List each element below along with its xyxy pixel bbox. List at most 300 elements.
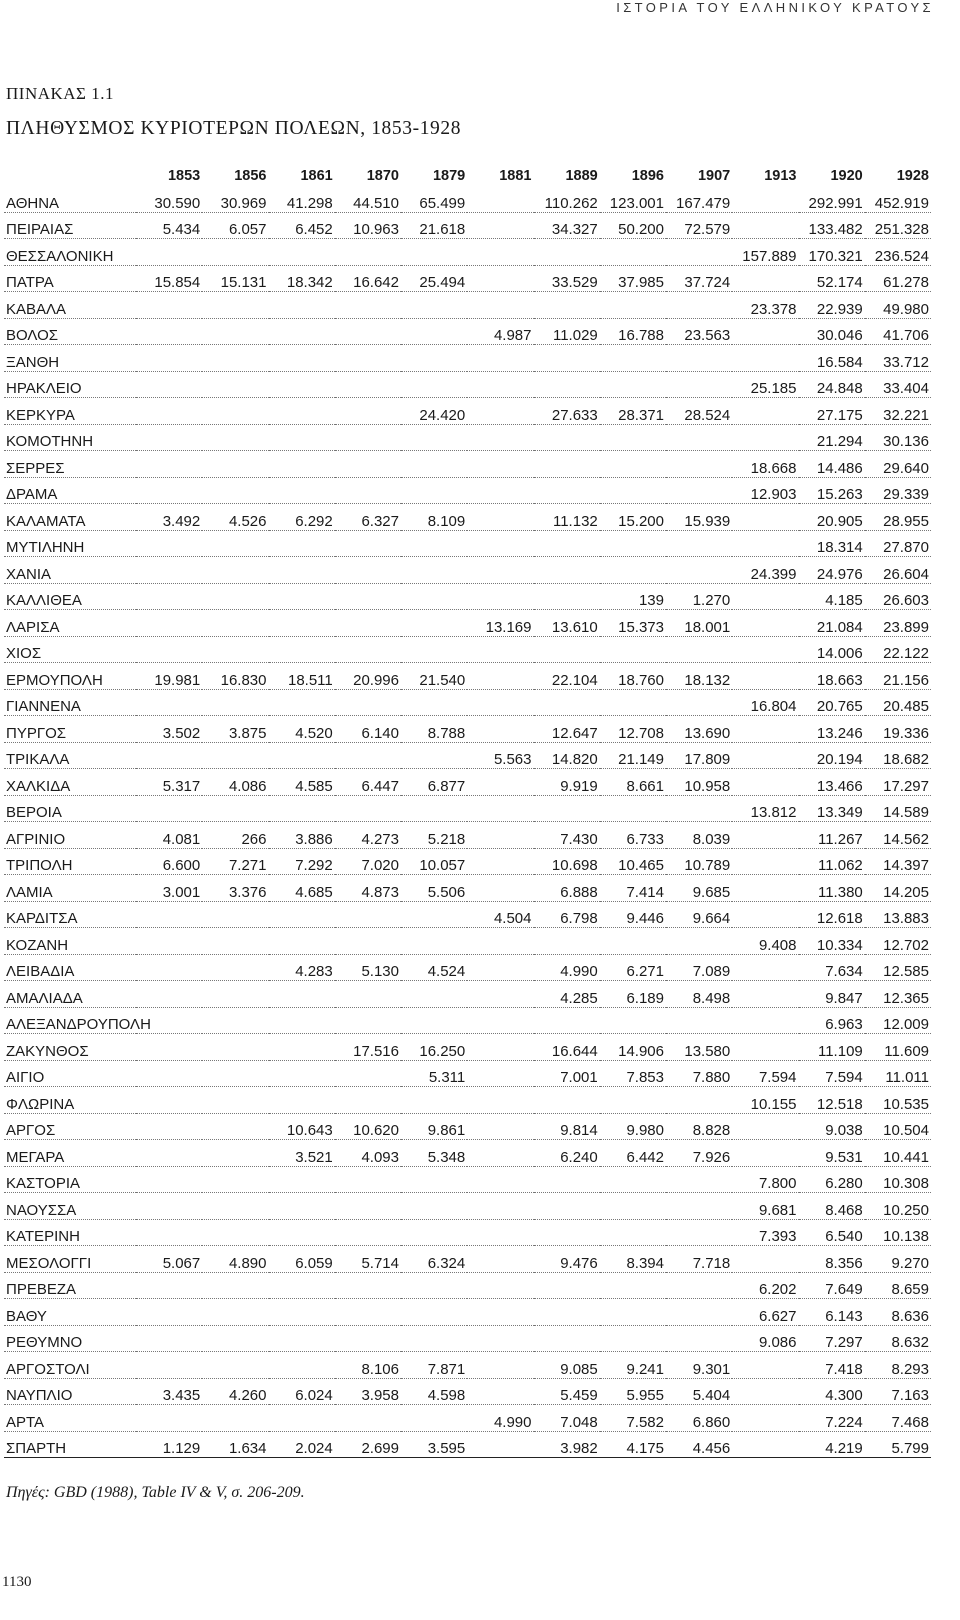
population-cell: [732, 186, 798, 212]
table-row: [4, 1325, 931, 1352]
population-cell: [269, 557, 335, 584]
population-cell: [534, 477, 600, 504]
city-name: ΧΑΛΚΙΔΑ: [6, 777, 71, 795]
population-cell: [136, 345, 202, 372]
population-cell: 19.981: [154, 671, 201, 689]
population-cell: 6.733: [626, 830, 664, 848]
city-name: ΚΑΡΔΙΤΣΑ: [6, 910, 78, 927]
population-cell: 18.511: [287, 671, 333, 689]
city-name: ΑΡΤΑ: [6, 1413, 45, 1431]
population-cell: 16.804: [750, 698, 797, 715]
population-cell: [269, 239, 335, 266]
population-cell: 4.890: [228, 1254, 267, 1272]
population-cell: 4.260: [228, 1387, 267, 1404]
population-cell: [136, 1219, 202, 1246]
year-column-header: 1861: [300, 168, 333, 184]
population-cell: 17.516: [353, 1042, 399, 1060]
population-cell: [732, 1007, 798, 1034]
population-cell: [666, 1166, 732, 1193]
population-cell: [467, 292, 533, 319]
population-cell: [136, 1193, 202, 1220]
population-cell: [666, 1325, 732, 1352]
population-cell: 11.011: [885, 1069, 929, 1086]
city-name: ΡΕΘΥΜΝΟ: [6, 1334, 83, 1351]
running-head: ΙΣΤΟΡΙΑ ΤΟΥ ΕΛΛΗΝΙΚΟΥ ΚΡΑΤΟΥΣ: [616, 0, 934, 15]
population-cell: [269, 689, 335, 716]
population-cell: [335, 1405, 401, 1432]
population-cell: [732, 769, 798, 796]
population-cell: [335, 1087, 401, 1114]
table-row: [4, 636, 931, 663]
population-cell: [335, 451, 401, 478]
population-cell: 10.643: [286, 1122, 333, 1139]
population-cell: [202, 795, 268, 822]
table-row: [4, 1272, 931, 1299]
population-cell: 10.138: [883, 1228, 929, 1245]
population-cell: [202, 345, 268, 372]
population-cell: 9.685: [692, 883, 731, 901]
population-cell: [401, 689, 467, 716]
population-cell: 12.365: [883, 989, 929, 1007]
population-cell: [269, 345, 335, 372]
population-cell: [401, 928, 467, 955]
city-name: ΘΕΣΣΑΛΟΝΙΚΗ: [6, 247, 114, 265]
population-cell: 12.518: [816, 1095, 863, 1113]
population-cell: 9.270: [891, 1254, 929, 1272]
city-name: ΞΑΝΘΗ: [6, 353, 60, 371]
population-cell: 8.394: [626, 1254, 664, 1272]
city-name: ΑΘΗΝΑ: [6, 194, 60, 212]
population-cell: [269, 398, 335, 425]
population-cell: 6.024: [295, 1387, 333, 1404]
population-cell: 8.039: [692, 830, 731, 848]
population-cell: [202, 1405, 268, 1432]
population-cell: 251.328: [874, 221, 929, 238]
population-cell: [401, 451, 467, 478]
population-cell: 5.955: [626, 1387, 664, 1404]
population-cell: 9.476: [560, 1254, 598, 1272]
population-cell: [136, 557, 202, 584]
population-cell: [202, 1060, 268, 1087]
population-cell: 7.271: [228, 857, 267, 874]
population-cell: 10.057: [419, 857, 466, 874]
population-cell: 13.690: [684, 724, 731, 742]
population-cell: 7.163: [891, 1387, 929, 1404]
city-name: ΚΟΜΟΤΗΝΗ: [6, 433, 94, 450]
population-cell: 266: [241, 830, 267, 848]
population-cell: [335, 610, 401, 637]
population-cell: [467, 265, 533, 292]
population-cell: 139: [638, 592, 664, 609]
population-cell: 9.980: [626, 1122, 664, 1139]
population-cell: 5.563: [493, 751, 532, 768]
population-cell: 23.563: [684, 327, 731, 344]
population-cell: 7.800: [758, 1175, 797, 1192]
year-column-header: 1879: [432, 168, 466, 184]
population-cell: [666, 557, 732, 584]
population-cell: [335, 901, 401, 928]
population-cell: [732, 1246, 798, 1273]
population-cell: 3.875: [228, 724, 267, 742]
population-cell: [401, 1193, 467, 1220]
population-cell: 4.185: [825, 592, 863, 609]
population-cell: [467, 1087, 533, 1114]
population-cell: [269, 477, 335, 504]
population-cell: [666, 371, 732, 398]
population-cell: [600, 1272, 666, 1299]
population-cell: 13.883: [883, 910, 929, 927]
table-row: [4, 212, 931, 239]
population-cell: 9.861: [427, 1122, 466, 1139]
population-cell: 5.506: [427, 883, 466, 901]
city-name: ΑΡΓΟΣΤΟΛΙ: [6, 1360, 90, 1378]
population-cell: [401, 636, 467, 663]
population-cell: 2.024: [295, 1440, 333, 1457]
population-cell: [534, 1325, 600, 1352]
population-cell: 6.292: [295, 512, 333, 530]
population-cell: [732, 1405, 798, 1432]
population-cell: [136, 318, 202, 345]
table-row: [4, 689, 931, 716]
population-cell: [534, 1193, 600, 1220]
population-cell: 10.308: [883, 1175, 929, 1192]
population-cell: 8.468: [825, 1201, 863, 1219]
table-header-row: [4, 162, 931, 186]
population-cell: 3.376: [228, 883, 267, 901]
population-cell: [534, 1007, 600, 1034]
population-cell: [600, 1219, 666, 1246]
population-cell: [335, 1060, 401, 1087]
population-cell: [467, 1246, 533, 1273]
city-name: ΑΙΓΙΟ: [6, 1069, 45, 1086]
population-cell: [666, 1007, 732, 1034]
population-cell: 7.430: [560, 830, 598, 848]
population-cell: 10.334: [816, 936, 863, 954]
population-cell: 7.393: [758, 1228, 797, 1245]
population-cell: [136, 610, 202, 637]
population-cell: [467, 928, 533, 955]
population-cell: 33.529: [551, 274, 598, 291]
population-cell: [269, 292, 335, 319]
population-cell: 10.698: [551, 857, 598, 874]
population-cell: [269, 1405, 335, 1432]
population-cell: [269, 795, 335, 822]
population-cell: [600, 371, 666, 398]
population-cell: [467, 345, 533, 372]
population-cell: 33.712: [883, 353, 929, 371]
population-cell: 21.618: [419, 221, 466, 238]
population-cell: [269, 583, 335, 610]
population-cell: 7.853: [626, 1069, 664, 1086]
population-cell: 7.297: [825, 1334, 863, 1351]
population-cell: 11.609: [884, 1042, 929, 1060]
population-cell: 6.202: [758, 1281, 797, 1298]
population-cell: 8.498: [692, 989, 731, 1007]
table-row: [4, 1219, 931, 1246]
population-cell: 4.456: [692, 1440, 731, 1457]
year-column-header: 1907: [697, 168, 731, 184]
table-row: [4, 1060, 931, 1087]
population-cell: 41.706: [883, 327, 929, 344]
population-cell: 4.990: [493, 1413, 532, 1431]
population-cell: 7.718: [692, 1254, 731, 1272]
population-cell: 4.285: [560, 989, 598, 1007]
population-cell: [534, 530, 600, 557]
population-cell: [202, 1299, 268, 1326]
population-cell: [600, 239, 666, 266]
population-cell: 10.620: [353, 1122, 399, 1139]
table-row: [4, 371, 931, 398]
population-cell: 33.404: [883, 380, 929, 397]
population-cell: [269, 742, 335, 769]
population-cell: 10.958: [684, 777, 731, 795]
city-name: ΛΑΡΙΣΑ: [6, 618, 60, 636]
population-cell: 4.504: [493, 910, 532, 927]
year-column-header: 1913: [764, 168, 797, 184]
population-cell: [401, 530, 467, 557]
population-cell: [136, 689, 202, 716]
table-row: [4, 1193, 931, 1220]
population-cell: [732, 1378, 798, 1405]
population-cell: [335, 292, 401, 319]
population-cell: 21.084: [816, 618, 863, 636]
population-cell: 65.499: [419, 194, 466, 212]
population-cell: 6.442: [626, 1148, 664, 1166]
population-cell: 30.590: [154, 194, 201, 212]
population-cell: [202, 689, 268, 716]
population-cell: 3.958: [361, 1387, 399, 1404]
population-cell: [335, 371, 401, 398]
population-cell: [732, 1034, 798, 1061]
population-cell: [136, 954, 202, 981]
population-cell: [202, 292, 268, 319]
population-cell: 8.828: [692, 1122, 731, 1139]
table-body: [4, 186, 931, 1458]
population-cell: [202, 1087, 268, 1114]
population-cell: 14.486: [816, 459, 863, 477]
population-cell: 14.006: [816, 645, 863, 662]
population-cell: [534, 795, 600, 822]
population-cell: 167.479: [676, 194, 731, 212]
population-cell: 7.880: [692, 1069, 731, 1086]
population-cell: 4.987: [493, 327, 532, 344]
population-cell: 7.634: [825, 963, 863, 980]
population-cell: [666, 1299, 732, 1326]
population-cell: 6.600: [162, 857, 201, 874]
city-name: ΧΑΝΙΑ: [6, 565, 52, 583]
population-cell: 7.418: [825, 1360, 863, 1378]
population-cell: [335, 318, 401, 345]
population-cell: 14.820: [551, 751, 598, 768]
population-cell: 4.283: [295, 963, 333, 980]
population-cell: 28.955: [883, 512, 929, 530]
table-row: [4, 901, 931, 928]
population-cell: [202, 1272, 268, 1299]
population-cell: [666, 636, 732, 663]
population-cell: 8.109: [427, 512, 466, 530]
table-row: [4, 981, 931, 1008]
city-name: ΚΕΡΚΥΡΑ: [6, 406, 75, 424]
city-name: ΧΙΟΣ: [6, 645, 42, 662]
population-cell: 13.349: [816, 804, 863, 821]
population-cell: [534, 928, 600, 955]
population-cell: 4.273: [361, 830, 399, 848]
population-cell: [666, 1087, 732, 1114]
population-cell: 16.830: [220, 671, 267, 689]
population-cell: 4.086: [228, 777, 267, 795]
population-cell: 4.219: [825, 1440, 863, 1457]
table-row: [4, 742, 931, 769]
population-cell: [202, 557, 268, 584]
population-cell: 6.140: [361, 724, 399, 742]
population-cell: 6.280: [825, 1175, 863, 1192]
table-row: [4, 1140, 931, 1167]
population-cell: [202, 1034, 268, 1061]
population-cell: [467, 1034, 533, 1061]
population-cell: [335, 1272, 401, 1299]
population-cell: [600, 292, 666, 319]
population-cell: [467, 1113, 533, 1140]
population-cell: 5.434: [162, 221, 201, 238]
population-cell: [467, 424, 533, 451]
population-cell: [202, 318, 268, 345]
population-cell: [401, 371, 467, 398]
population-cell: 7.926: [692, 1148, 731, 1166]
population-cell: 25.494: [419, 274, 466, 291]
population-cell: 7.582: [626, 1413, 664, 1431]
population-cell: [136, 371, 202, 398]
city-name: ΜΥΤΙΛΗΝΗ: [6, 539, 85, 556]
population-cell: 20.194: [816, 751, 863, 768]
table-row: [4, 716, 931, 743]
population-cell: 44.510: [353, 194, 399, 212]
population-cell: [202, 1219, 268, 1246]
city-name: ΠΑΤΡΑ: [6, 274, 54, 291]
population-cell: [732, 583, 798, 610]
city-name: ΣΠΑΡΤΗ: [6, 1440, 67, 1457]
population-cell: [534, 371, 600, 398]
population-cell: 6.627: [758, 1307, 797, 1325]
population-cell: [732, 848, 798, 875]
population-cell: 8.293: [891, 1360, 929, 1378]
population-cell: [666, 292, 732, 319]
table-row: [4, 504, 931, 531]
population-cell: [534, 424, 600, 451]
population-cell: 10.155: [750, 1095, 797, 1113]
population-cell: [202, 981, 268, 1008]
table-row: [4, 795, 931, 822]
population-cell: [401, 1325, 467, 1352]
city-name: ΠΡΕΒΕΖΑ: [6, 1281, 77, 1298]
population-cell: 13.169: [485, 618, 532, 636]
population-cell: 8.356: [825, 1254, 863, 1272]
population-cell: [401, 1272, 467, 1299]
population-cell: 5.348: [427, 1148, 466, 1166]
population-cell: [335, 981, 401, 1008]
population-cell: [732, 265, 798, 292]
population-cell: 9.038: [825, 1122, 863, 1139]
population-cell: [534, 1219, 600, 1246]
population-cell: [335, 530, 401, 557]
population-cell: 61.278: [883, 274, 929, 291]
population-cell: 22.939: [816, 300, 863, 318]
population-cell: [534, 1272, 600, 1299]
population-cell: [600, 689, 666, 716]
population-cell: [600, 928, 666, 955]
population-cell: [666, 424, 732, 451]
city-name: ΦΛΩΡΙΝΑ: [6, 1095, 75, 1113]
population-cell: [600, 1325, 666, 1352]
population-cell: 6.059: [295, 1254, 333, 1272]
population-cell: 22.122: [883, 645, 929, 662]
population-cell: 6.057: [228, 221, 267, 238]
city-name: ΛΕΙΒΑΔΙΑ: [6, 963, 75, 980]
population-cell: [269, 1007, 335, 1034]
population-cell: [467, 689, 533, 716]
population-table: [4, 162, 931, 1458]
population-cell: [467, 212, 533, 239]
city-name: ΑΡΓΟΣ: [6, 1122, 56, 1139]
table-row: [4, 1007, 931, 1034]
population-cell: [732, 424, 798, 451]
population-cell: [136, 1140, 202, 1167]
population-cell: [732, 1113, 798, 1140]
city-name: ΑΜΑΛΙΑΔΑ: [6, 989, 83, 1007]
population-cell: [732, 1352, 798, 1379]
population-cell: [401, 1299, 467, 1326]
population-cell: 10.250: [883, 1201, 929, 1219]
population-cell: [467, 954, 533, 981]
population-cell: [202, 583, 268, 610]
population-cell: [467, 848, 533, 875]
population-cell: 9.086: [758, 1334, 797, 1351]
population-cell: [269, 1219, 335, 1246]
population-cell: 13.246: [816, 724, 863, 742]
population-cell: [467, 1060, 533, 1087]
population-cell: [202, 1166, 268, 1193]
city-name: ΚΟΖΑΝΗ: [6, 936, 69, 954]
population-cell: [335, 557, 401, 584]
population-cell: 18.132: [684, 671, 731, 689]
population-cell: [534, 451, 600, 478]
population-cell: 21.294: [816, 433, 863, 450]
city-name: ΠΕΙΡΑΙΑΣ: [6, 221, 74, 238]
population-cell: [600, 345, 666, 372]
population-cell: 4.990: [560, 963, 598, 980]
population-cell: 8.636: [891, 1307, 929, 1325]
population-cell: [732, 610, 798, 637]
table-row: [4, 928, 931, 955]
population-cell: [534, 583, 600, 610]
table-row: [4, 1352, 931, 1379]
population-cell: [600, 477, 666, 504]
population-cell: [269, 1325, 335, 1352]
city-name: ΑΛΕΞΑΝΔΡΟΥΠΟΛΗ: [6, 1016, 151, 1033]
population-cell: [136, 795, 202, 822]
population-cell: 7.594: [825, 1069, 863, 1086]
year-column-header: 1856: [234, 168, 267, 184]
population-cell: [467, 1352, 533, 1379]
population-cell: [401, 1166, 467, 1193]
population-cell: [335, 795, 401, 822]
population-cell: [401, 557, 467, 584]
population-cell: 9.446: [626, 910, 664, 927]
city-name: ΚΑΛΑΜΑΤΑ: [6, 512, 86, 530]
population-cell: [136, 583, 202, 610]
population-cell: [732, 636, 798, 663]
population-cell: 22.104: [551, 671, 598, 689]
population-cell: [666, 1193, 732, 1220]
